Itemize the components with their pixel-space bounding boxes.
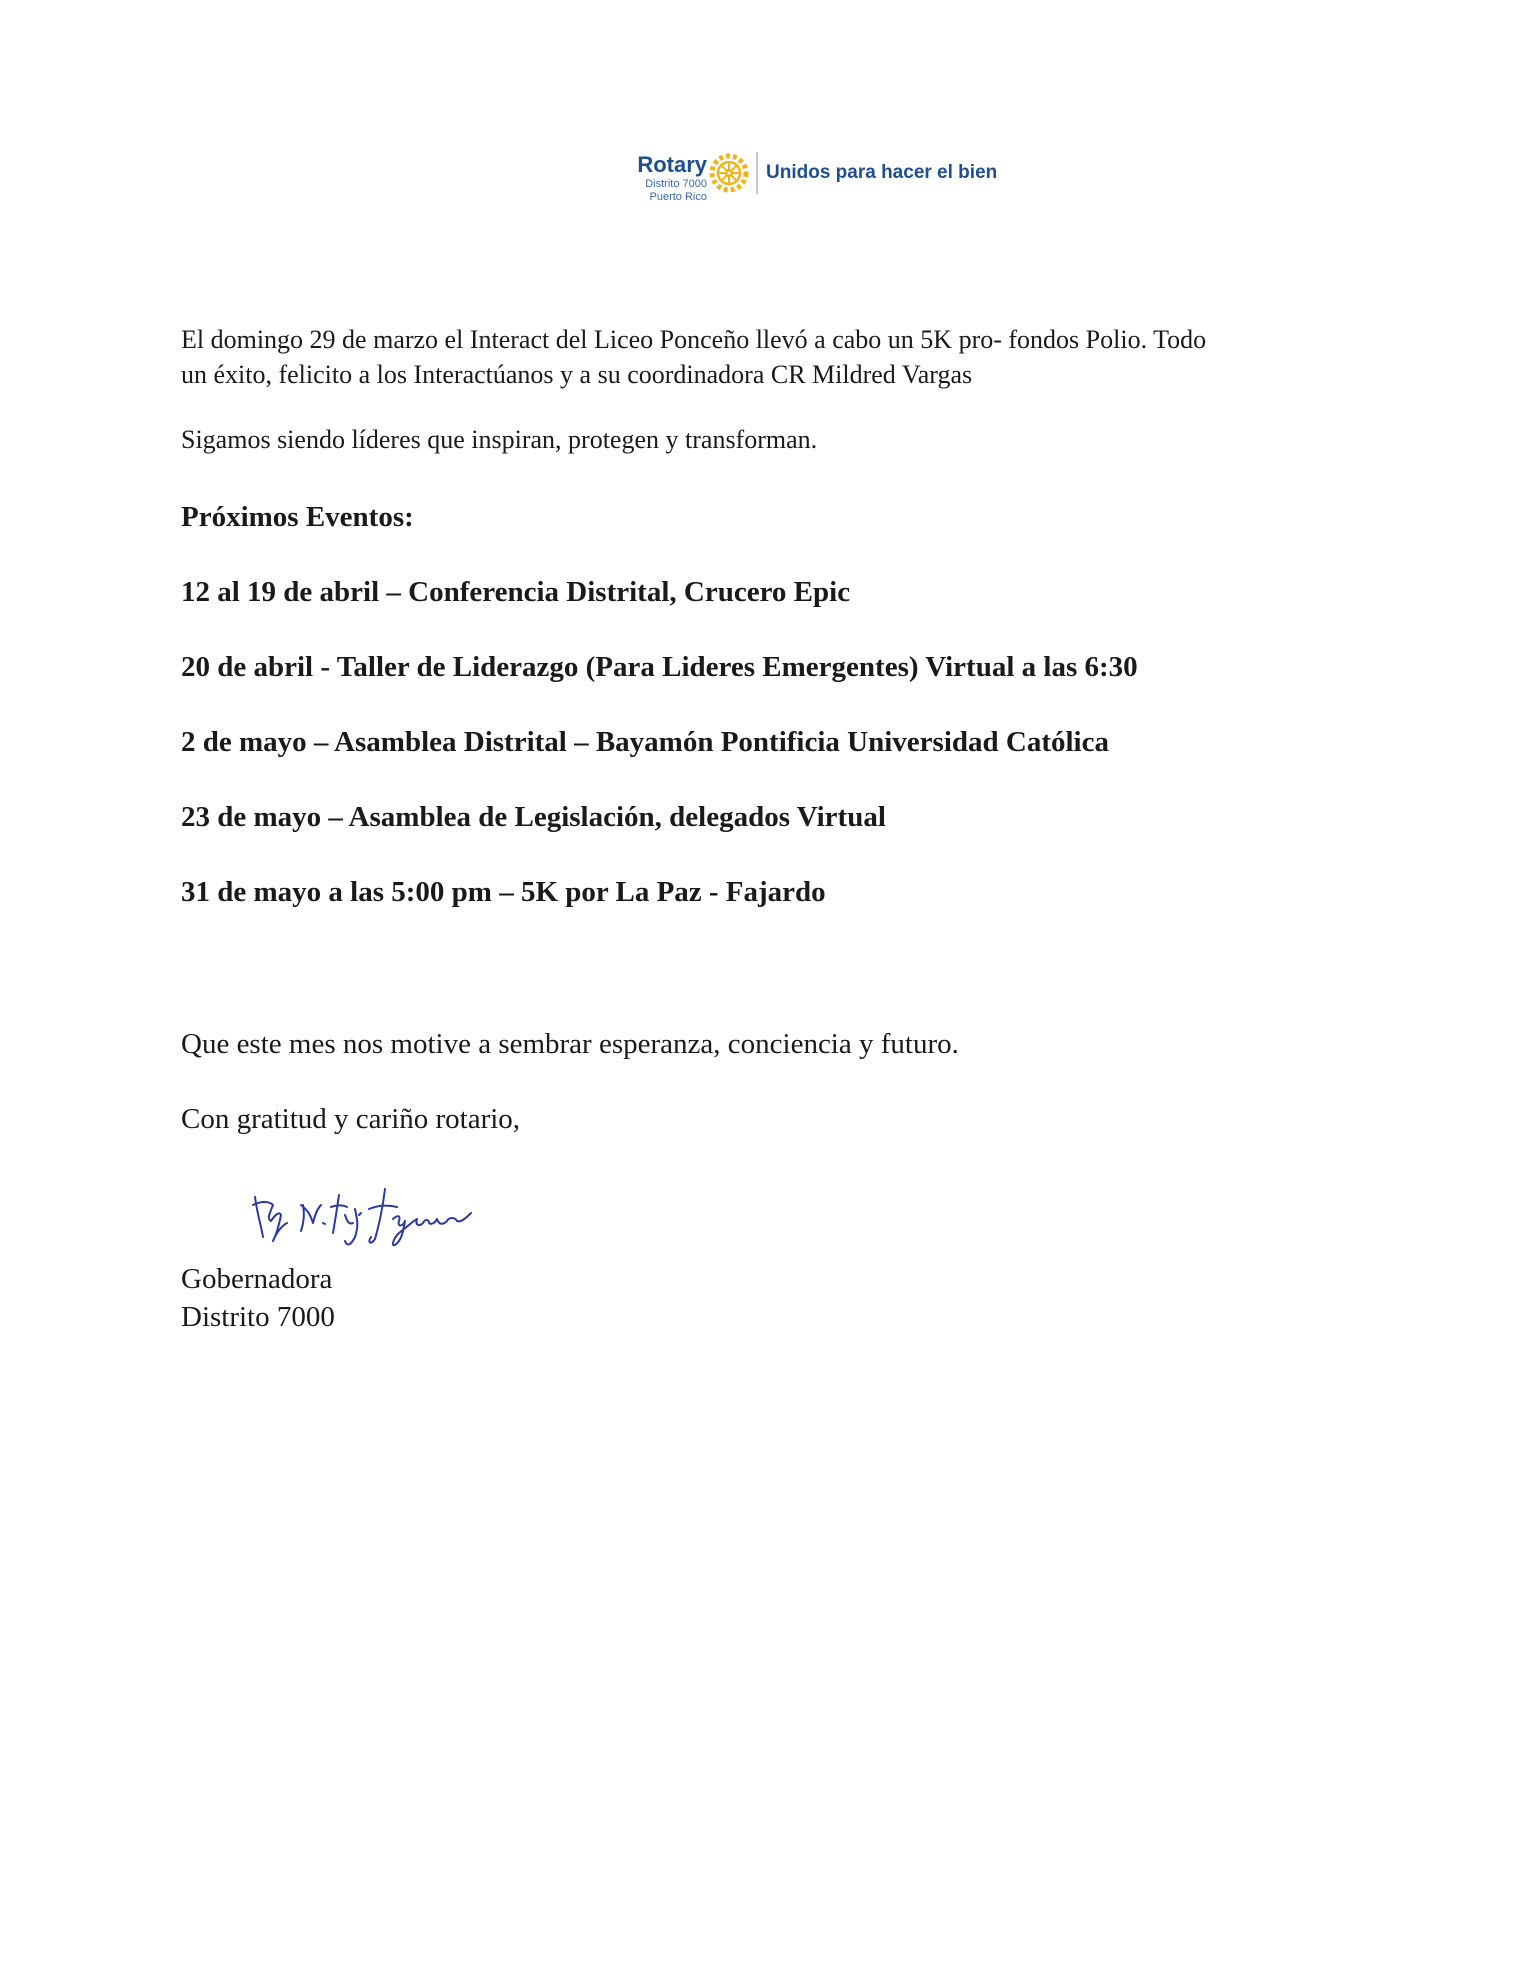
rotary-logo-header (612, 148, 1012, 218)
events-section (181, 498, 1381, 938)
event-item: 23 de mayo – Asamblea de Legislación, delegados Virtual (181, 801, 886, 833)
handwritten-signature (247, 1175, 507, 1255)
event-item: 12 al 19 de abril – Conferencia Distrital, Crucero Epic (181, 576, 851, 608)
rotary-wheel-icon (708, 152, 750, 194)
intro-paragraph-line-1: El domingo 29 de marzo el Interact del Liceo Ponceño llevó a cabo un 5K pro- fondos Polio. Todo (181, 325, 1207, 354)
event-item: 20 de abril - Taller de Liderazgo (Para Lideres Emergentes) Virtual a las 6:30 (181, 651, 1138, 683)
logo-district: Distrito 7000 (645, 178, 707, 190)
intro-paragraph-2: Sigamos siendo líderes que inspiran, protegen y transforman. (181, 425, 818, 454)
intro-paragraph-line-2: un éxito, felicito a los Interactúanos y a su coordinadora CR Mildred Vargas (181, 360, 973, 389)
rotary-wordmark (612, 148, 707, 204)
signature-title: Gobernadora (181, 1263, 333, 1295)
logo-brand: Rotary (637, 152, 707, 177)
letter-body (181, 322, 1361, 457)
logo-region: Puerto Rico (649, 191, 707, 203)
logo-tagline: Unidos para hacer el bien (766, 162, 998, 183)
logo-divider (756, 152, 758, 194)
signature-district: Distrito 7000 (181, 1301, 335, 1333)
closing-line-2: Con gratitud y cariño rotario, (181, 1103, 521, 1135)
closing-line-1: Que este mes nos motive a sembrar esperanza, conciencia y futuro. (181, 1028, 959, 1060)
events-title: Próximos Eventos: (181, 501, 414, 533)
closing-section (181, 1025, 1381, 1355)
event-item: 2 de mayo – Asamblea Distrital – Bayamón Pontificia Universidad Católica (181, 726, 1109, 758)
event-item: 31 de mayo a las 5:00 pm – 5K por La Paz - Fajardo (181, 876, 826, 908)
